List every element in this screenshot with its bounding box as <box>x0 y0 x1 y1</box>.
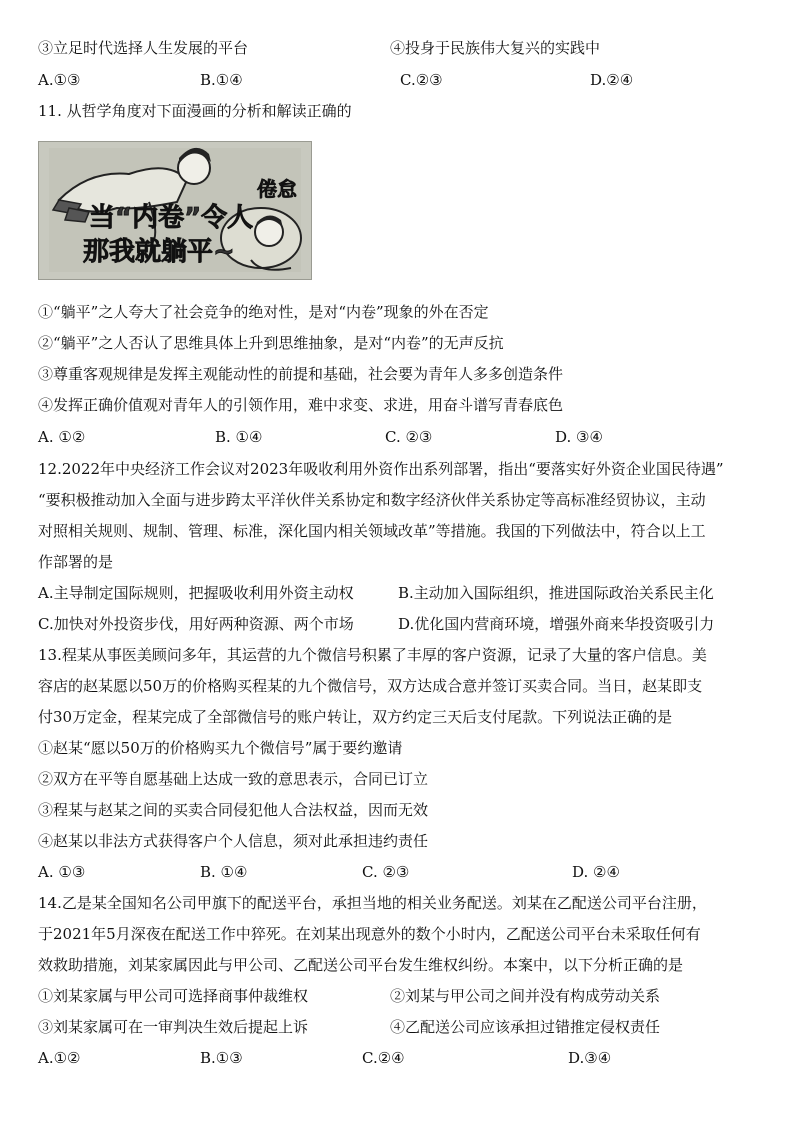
q10-choice-d[interactable]: D.②④ <box>590 71 634 89</box>
q13-item-4: ④赵某以非法方式获得客户个人信息，须对此承担违约责任 <box>38 832 429 850</box>
q14-stem-line-3: 效救助措施，刘某家属因此与甲公司、乙配送公司平台发生维权纠纷。本案中，以下分析正确的是 <box>38 956 684 974</box>
cartoon-caption-line1: 当“内卷”令人 <box>89 203 254 233</box>
q10-choice-b[interactable]: B.①④ <box>200 71 243 89</box>
q12-stem-line-3: 对照相关规则、规制、管理、标准，深化国内相关领域改革”等措施。我国的下列做法中，符合以上工 <box>38 522 706 540</box>
q14-stem-line-2: 于2021年5月深夜在配送工作中猝死。在刘某出现意外的数个小时内，乙配送公司平台未采取任何有 <box>38 925 701 943</box>
q13-stem-line-3: 付30万定金，程某完成了全部微信号的账户转让，双方约定三天后支付尾款。下列说法正确的是 <box>38 708 673 726</box>
q14-choice-c[interactable]: C.②④ <box>362 1049 405 1067</box>
q12-choice-c[interactable]: C.加快对外投资步伐，用好两种资源、两个市场 <box>38 615 354 633</box>
q12-choice-a[interactable]: A.主导制定国际规则，把握吸收利用外资主动权 <box>38 584 354 602</box>
q13-choice-b[interactable]: B. ①④ <box>200 863 248 881</box>
q11-stem: 11. 从哲学角度对下面漫画的分析和解读正确的 <box>38 102 352 120</box>
q11-choice-c[interactable]: C. ②③ <box>385 428 433 446</box>
q14-item-2: ②刘某与甲公司之间并没有构成劳动关系 <box>390 987 661 1005</box>
q13-item-3: ③程某与赵某之间的买卖合同侵犯他人合法权益，因而无效 <box>38 801 429 819</box>
q13-choice-d[interactable]: D. ②④ <box>572 863 620 881</box>
q14-item-4: ④乙配送公司应该承担过错推定侵权责任 <box>390 1018 661 1036</box>
q10-choice-a[interactable]: A.①③ <box>38 71 81 89</box>
q13-choice-c[interactable]: C. ②③ <box>362 863 410 881</box>
q12-stem-line-4: 作部署的是 <box>38 553 114 571</box>
q14-stem-line-1: 14.乙是某全国知名公司甲旗下的配送平台，承担当地的相关业务配送。刘某在乙配送公司平台注册， <box>38 894 707 912</box>
q11-choice-b[interactable]: B. ①④ <box>215 428 263 446</box>
q14-choice-a[interactable]: A.①② <box>38 1049 81 1067</box>
q14-item-3: ③刘某家属可在一审判决生效后提起上诉 <box>38 1018 309 1036</box>
q11-item-2: ②“躺平”之人否认了思维具体上升到思维抽象，是对“内卷”的无声反抗 <box>38 334 504 352</box>
q11-item-1: ①“躺平”之人夸大了社会竞争的绝对性，是对“内卷”现象的外在否定 <box>38 303 489 321</box>
q10-choice-c[interactable]: C.②③ <box>400 71 443 89</box>
q10-option-3: ③立足时代选择人生发展的平台 <box>38 39 249 57</box>
q11-item-3: ③尊重客观规律是发挥主观能动性的前提和基础，社会要为青年人多多创造条件 <box>38 365 564 383</box>
q12-stem-line-1: 12.2022年中央经济工作会议对2023年吸收利用外资作出系列部署，指出“要落实好外资企业国民待遇” <box>38 460 724 478</box>
q13-item-2: ②双方在平等自愿基础上达成一致的意思表示，合同已订立 <box>38 770 429 788</box>
q11-item-4: ④发挥正确价值观对青年人的引领作用，难中求变、求进，用奋斗谱写青春底色 <box>38 396 564 414</box>
cartoon-caption-line2: 那我就躺平~ <box>83 237 235 267</box>
q13-item-1: ①赵某“愿以50万的价格购买九个微信号”属于要约邀请 <box>38 739 403 757</box>
q12-choice-d[interactable]: D.优化国内营商环境，增强外商来华投资吸引力 <box>398 615 715 633</box>
q14-choice-d[interactable]: D.③④ <box>568 1049 612 1067</box>
q12-stem-line-2: “要积极推动加入全面与进步跨太平洋伙伴关系协定和数字经济伙伴关系协定等高标准经贸协议，主动 <box>38 491 706 509</box>
q13-stem-line-1: 13.程某从事医美顾问多年，其运营的九个微信号积累了丰厚的客户资源，记录了大量的客户信息。美 <box>38 646 707 664</box>
q13-stem-line-2: 容店的赵某愿以50万的价格购买程某的九个微信号，双方达成合意并签订买卖合同。当日，赵某即支 <box>38 677 703 695</box>
q13-choice-a[interactable]: A. ①③ <box>38 863 86 881</box>
q14-item-1: ①刘某家属与甲公司可选择商事仲裁维权 <box>38 987 309 1005</box>
cartoon-caption-corner: 倦怠 <box>257 177 297 201</box>
q11-choice-a[interactable]: A. ①② <box>38 428 86 446</box>
q11-choice-d[interactable]: D. ③④ <box>555 428 603 446</box>
q10-option-4: ④投身于民族伟大复兴的实践中 <box>390 39 601 57</box>
q11-cartoon <box>38 141 312 280</box>
q14-choice-b[interactable]: B.①③ <box>200 1049 243 1067</box>
q12-choice-b[interactable]: B.主动加入国际组织，推进国际政治关系民主化 <box>398 584 714 602</box>
